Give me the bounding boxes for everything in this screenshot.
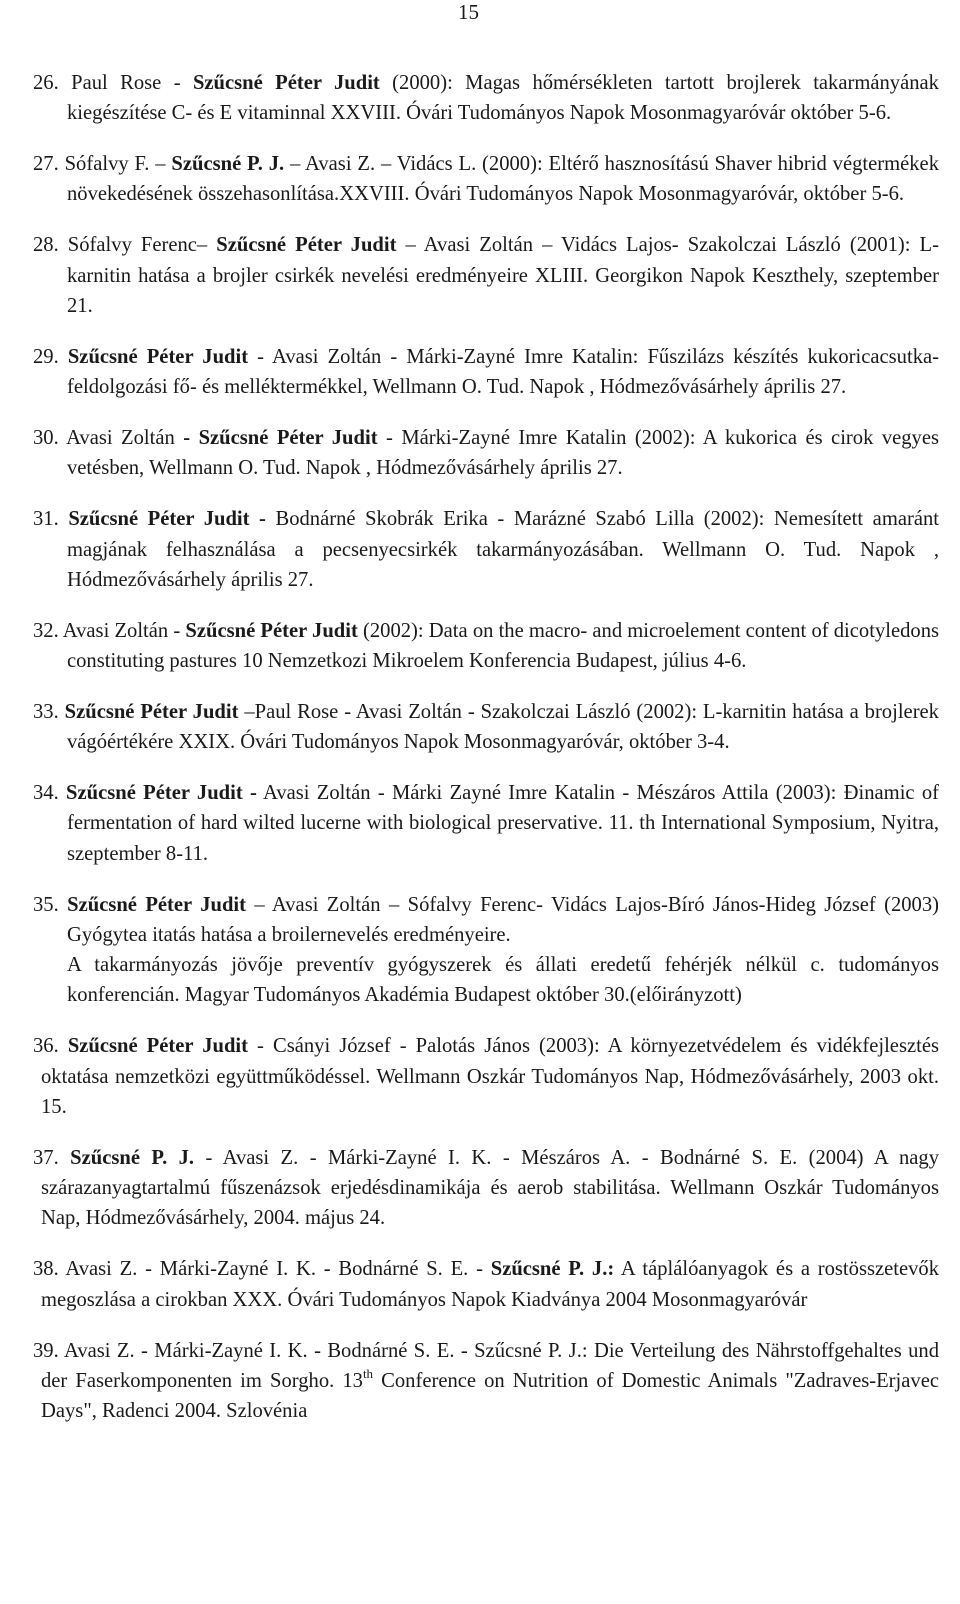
entry-text: Avasi Zoltán <box>66 427 184 450</box>
entry-number: 27. <box>33 153 59 176</box>
reference-entry <box>33 1031 939 1122</box>
entry-text: Paul Rose - <box>71 72 193 94</box>
reference-entry <box>33 890 939 1011</box>
entry-text: - Márki-Zayné Imre Katalin (2002): A kukorica és cirok vegyes vetésben, Wellmann O. Tud. Napok , Hódmezővásárhely április 27. <box>67 427 940 480</box>
reference-entry <box>33 778 939 869</box>
entry-continuation: A takarmányozás jövője preventív gyógyszerek és állati eredetű fehérjék nélkül c. tudományos konferencián. Magyar Tudományos Akadémia Budapest október 30.(előirányzott) <box>67 954 939 1007</box>
entry-highlighted-author: Szűcsné Péter Judit <box>67 893 246 916</box>
reference-list <box>33 68 939 1431</box>
entry-number: 35. <box>33 893 59 916</box>
entry-text: A táplálóanyagok és a rostösszetevők megoszlása a cirokban XXX. Óvári Tudományos Napok Kiadványa 2004 Mosonmagyaróvár <box>41 1258 940 1311</box>
entry-text: Conference on Nutrition of Domestic Animals "Zadraves-Erjavec Days", Radenci 2004. Szlovénia <box>41 1369 939 1423</box>
entry-highlighted-author: Szűcsné P. J. <box>70 1146 195 1169</box>
reference-entry <box>33 697 939 758</box>
reference-entry <box>33 423 939 484</box>
entry-number: 30. <box>33 427 59 450</box>
entry-highlighted-author: Szűcsné Péter Judit <box>67 345 249 368</box>
entry-number: 26. <box>33 72 59 94</box>
entry-text: - Avasi Zoltán - Márki-Zayné Imre Katalin: Fűszilázs készítés kukoricacsutka-feldolgozási fő- és melléktermékkel, Wellmann O. Tud. Napok , Hódmezővásárhely április 27. <box>67 345 939 399</box>
reference-entry <box>33 1254 939 1315</box>
entry-highlighted-author: Szűcsné Péter Judit - <box>66 782 257 805</box>
entry-highlighted-author: Szűcsné Péter Judit <box>192 72 380 94</box>
reference-entry <box>33 1336 939 1427</box>
reference-entry <box>33 504 939 595</box>
entry-text: – Avasi Zoltán – Sófalvy Ferenc- Vidács Lajos-Bíró János-Hideg József (2003) Gyógytea itatás hatása a broilernevelés eredményeire. <box>67 893 939 946</box>
entry-number: 33. <box>33 700 59 723</box>
entry-text: (2002): Data on the macro- and microelement content of dicotyledons constituting pastures 10 Nemzetkozi Mikroelem Konferencia Budapest, július 4-6. <box>67 619 940 673</box>
entry-text: – Avasi Z. – Vidács L. (2000): Eltérő hasznosítású Shaver hibrid végtermékek növekedésének összehasonlítása.XXVIII. Óvári Tudományos Napok Mosonmagyaróvár, október 5-6. <box>67 153 939 206</box>
entry-text: Sófalvy F. – <box>64 153 172 176</box>
entry-text: (2000): Magas hőmérsékleten tartott brojlerek takarmányának kiegészítése C- és E vitaminnal XXVIII. Óvári Tudományos Napok Mosonmagyaróvár október 5-6. <box>67 72 939 125</box>
entry-highlighted-author: - Szűcsné Péter Judit <box>183 427 378 450</box>
reference-entry <box>33 342 939 403</box>
reference-entry <box>33 230 939 321</box>
entry-number: 31. <box>33 508 59 531</box>
entry-number: 34. <box>33 782 59 805</box>
entry-text: Avasi Z. - Márki-Zayné I. K. - Bodnárné S. E. - <box>65 1258 491 1281</box>
entry-highlighted-author: Szűcsné P. J. <box>171 153 285 176</box>
entry-highlighted-author: Szűcsné Péter Judit <box>67 1035 248 1058</box>
entry-text: Avasi Zoltán - <box>62 619 186 642</box>
reference-entry <box>33 149 939 210</box>
entry-text: –Paul Rose - Avasi Zoltán - Szakolczai László (2002): L-karnitin hatása a brojlerek vágóértékére XXIX. Óvári Tudományos Napok Mosonmagyaróvár, október 3-4. <box>67 700 939 754</box>
reference-entry <box>33 1143 939 1234</box>
page-number: 15 <box>458 0 479 24</box>
entry-highlighted-author: Szűcsné Péter Judit <box>64 700 239 723</box>
entry-text: Sófalvy Ferenc– <box>67 234 217 257</box>
entry-number: 28. <box>33 234 59 257</box>
entry-number: 36. <box>33 1035 59 1058</box>
superscript: th <box>362 1365 374 1381</box>
entry-text: – Avasi Zoltán – Vidács Lajos- Szakolczai László (2001): L-karnitin hatása a brojler csirkék nevelési eredményeire XLIII. Georgikon Napok Keszthely, szeptember 21. <box>67 234 939 317</box>
entry-text: Avasi Z. - Márki-Zayné I. K. - Bodnárné S. E. - Szűcsné P. J.: Die Verteilung des Nährstoffgehaltes und der Faserkomponenten im Sorgho. 13 <box>41 1339 939 1392</box>
entry-number: 39. <box>33 1339 59 1362</box>
entry-highlighted-author: Szűcsné Péter Judit <box>216 234 397 257</box>
entry-highlighted-author: Szűcsné P. J.: <box>490 1258 615 1281</box>
reference-entry <box>33 68 939 129</box>
entry-number: 29. <box>33 345 59 368</box>
reference-entry <box>33 616 939 677</box>
entry-highlighted-author: Szűcsné Péter Judit - <box>68 508 266 531</box>
entry-highlighted-author: Szűcsné Péter Judit <box>185 619 358 642</box>
entry-number: 37. <box>33 1146 59 1169</box>
entry-text: Avasi Zoltán - Márki Zayné Imre Katalin - Mészáros Attila (2003): Đinamic of fermentation of hard wilted lucerne with biological preservative. 11. th International Symposium, Nyitra, szeptember 8-11. <box>67 782 939 865</box>
entry-text: - Avasi Z. - Márki-Zayné I. K. - Mészáros A. - Bodnárné S. E. (2004) A nagy szárazanyagtartalmú fűszenázsok erjedésdinamikája és aerob stabilitása. Wellmann Oszkár Tudományos Nap, Hódmezővásárhely, 2004. május 24. <box>41 1146 939 1230</box>
entry-text: - Csányi József - Palotás János (2003): A környezetvédelem és vidékfejlesztés oktatása nemzetközi együttműködéssel. Wellmann Oszkár Tudományos Nap, Hódmezővásárhely, 2003 okt. 15. <box>41 1035 939 1118</box>
entry-number: 32. <box>33 619 59 642</box>
entry-text: Bodnárné Skobrák Erika - Marázné Szabó Lilla (2002): Nemesített amaránt magjának felhasználása a pecsenyecsirkék takarmányozásában. Wellmann O. Tud. Napok , Hódmezővásárhely április 27. <box>67 508 939 591</box>
entry-number: 38. <box>33 1258 59 1281</box>
